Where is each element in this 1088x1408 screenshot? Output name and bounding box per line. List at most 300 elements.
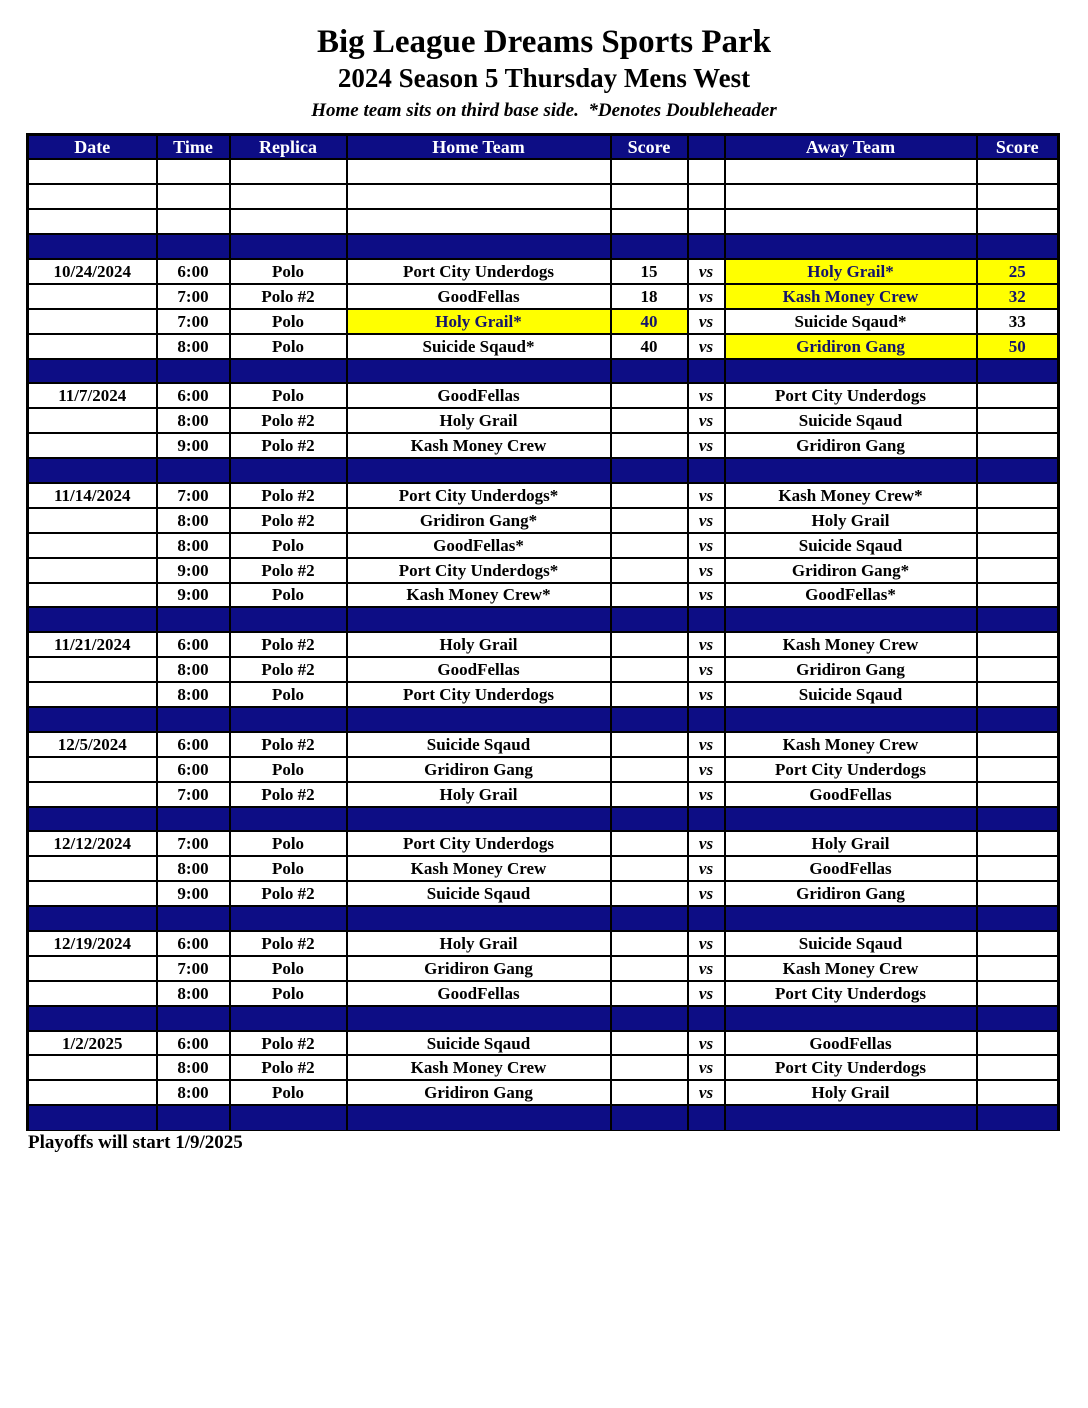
away-score-cell: 25 <box>977 259 1059 284</box>
home-team-cell <box>347 1105 611 1130</box>
date-cell <box>28 209 157 234</box>
replica-cell: Polo <box>230 533 347 558</box>
away-team-cell <box>725 707 977 732</box>
vs-cell: vs <box>688 931 725 956</box>
away-team-cell: Gridiron Gang <box>725 334 977 359</box>
date-cell: 11/14/2024 <box>28 483 157 508</box>
game-row <box>28 732 1059 757</box>
home-team-cell: Kash Money Crew* <box>347 583 611 608</box>
vs-cell: vs <box>688 831 725 856</box>
home-score-cell <box>611 657 688 682</box>
home-team-cell <box>347 359 611 384</box>
game-row <box>28 1055 1059 1080</box>
home-score-cell <box>611 981 688 1006</box>
separator-row <box>28 1006 1059 1031</box>
vs-cell: vs <box>688 334 725 359</box>
time-cell: 8:00 <box>157 856 230 881</box>
game-row <box>28 508 1059 533</box>
time-cell: 6:00 <box>157 1031 230 1056</box>
time-cell <box>157 359 230 384</box>
away-score-cell <box>977 881 1059 906</box>
away-score-cell <box>977 159 1059 184</box>
time-cell: 8:00 <box>157 408 230 433</box>
home-team-cell: Port City Underdogs* <box>347 558 611 583</box>
home-team-cell: Holy Grail <box>347 408 611 433</box>
home-team-cell: GoodFellas <box>347 383 611 408</box>
vs-cell <box>688 807 725 832</box>
vs-cell: vs <box>688 757 725 782</box>
time-cell: 6:00 <box>157 632 230 657</box>
vs-cell: vs <box>688 782 725 807</box>
date-cell <box>28 856 157 881</box>
home-team-cell: Gridiron Gang <box>347 757 611 782</box>
date-cell <box>28 359 157 384</box>
away-score-cell <box>977 1105 1059 1130</box>
time-cell: 9:00 <box>157 881 230 906</box>
date-cell <box>28 234 157 259</box>
replica-cell: Polo #2 <box>230 632 347 657</box>
time-cell: 8:00 <box>157 1080 230 1105</box>
vs-cell: vs <box>688 383 725 408</box>
col-header-home-team: Home Team <box>347 135 611 160</box>
game-row <box>28 657 1059 682</box>
home-score-cell <box>611 159 688 184</box>
vs-cell <box>688 184 725 209</box>
vs-cell: vs <box>688 483 725 508</box>
replica-cell: Polo <box>230 856 347 881</box>
time-cell: 8:00 <box>157 533 230 558</box>
replica-cell <box>230 1105 347 1130</box>
date-cell <box>28 1055 157 1080</box>
time-cell: 7:00 <box>157 309 230 334</box>
time-cell <box>157 159 230 184</box>
date-cell <box>28 881 157 906</box>
away-score-cell <box>977 209 1059 234</box>
home-team-cell: Kash Money Crew <box>347 1055 611 1080</box>
replica-cell <box>230 359 347 384</box>
home-team-cell: Suicide Sqaud <box>347 881 611 906</box>
home-team-cell: Suicide Sqaud <box>347 732 611 757</box>
date-cell <box>28 607 157 632</box>
away-score-cell <box>977 1031 1059 1056</box>
home-team-cell: Holy Grail* <box>347 309 611 334</box>
time-cell: 6:00 <box>157 757 230 782</box>
replica-cell: Polo <box>230 259 347 284</box>
away-score-cell <box>977 359 1059 384</box>
away-team-cell: Kash Money Crew* <box>725 483 977 508</box>
vs-cell <box>688 707 725 732</box>
vs-cell <box>688 1006 725 1031</box>
date-cell <box>28 757 157 782</box>
away-score-cell <box>977 707 1059 732</box>
replica-cell <box>230 184 347 209</box>
replica-cell: Polo #2 <box>230 931 347 956</box>
replica-cell <box>230 209 347 234</box>
date-cell <box>28 981 157 1006</box>
vs-cell: vs <box>688 533 725 558</box>
home-score-cell <box>611 583 688 608</box>
away-score-cell <box>977 632 1059 657</box>
home-team-cell <box>347 707 611 732</box>
vs-cell: vs <box>688 682 725 707</box>
home-team-cell <box>347 159 611 184</box>
replica-cell: Polo #2 <box>230 508 347 533</box>
home-score-cell <box>611 383 688 408</box>
separator-row <box>28 1105 1059 1130</box>
home-score-cell <box>611 607 688 632</box>
home-score-cell <box>611 782 688 807</box>
home-score-cell <box>611 1031 688 1056</box>
away-team-cell: Port City Underdogs <box>725 757 977 782</box>
vs-cell <box>688 209 725 234</box>
home-score-cell <box>611 483 688 508</box>
vs-cell <box>688 359 725 384</box>
date-cell: 11/7/2024 <box>28 383 157 408</box>
home-score-cell <box>611 732 688 757</box>
replica-cell <box>230 234 347 259</box>
home-score-cell <box>611 906 688 931</box>
home-team-cell <box>347 234 611 259</box>
away-score-cell <box>977 782 1059 807</box>
time-cell <box>157 209 230 234</box>
time-cell <box>157 607 230 632</box>
away-score-cell <box>977 906 1059 931</box>
replica-cell: Polo <box>230 383 347 408</box>
schedule-table <box>26 133 1060 1131</box>
home-team-cell <box>347 607 611 632</box>
game-row <box>28 831 1059 856</box>
away-team-cell <box>725 607 977 632</box>
home-team-cell: GoodFellas <box>347 657 611 682</box>
date-cell <box>28 284 157 309</box>
away-score-cell <box>977 583 1059 608</box>
time-cell <box>157 707 230 732</box>
page-subtitle: 2024 Season 5 Thursday Mens West <box>337 63 751 93</box>
away-score-cell <box>977 234 1059 259</box>
away-team-cell: GoodFellas* <box>725 583 977 608</box>
away-team-cell: Kash Money Crew <box>725 632 977 657</box>
home-team-cell: Suicide Sqaud* <box>347 334 611 359</box>
game-row <box>28 383 1059 408</box>
date-cell: 12/12/2024 <box>28 831 157 856</box>
home-team-cell: Gridiron Gang <box>347 956 611 981</box>
vs-cell <box>688 906 725 931</box>
game-row <box>28 408 1059 433</box>
away-team-cell: Gridiron Gang <box>725 881 977 906</box>
vs-cell: vs <box>688 508 725 533</box>
replica-cell <box>230 807 347 832</box>
home-score-cell <box>611 856 688 881</box>
col-header-date: Date <box>28 135 157 160</box>
game-row <box>28 284 1059 309</box>
home-score-cell <box>611 1006 688 1031</box>
replica-cell: Polo #2 <box>230 657 347 682</box>
replica-cell <box>230 159 347 184</box>
home-score-cell <box>611 707 688 732</box>
vs-cell: vs <box>688 856 725 881</box>
away-team-cell <box>725 1105 977 1130</box>
vs-cell <box>688 458 725 483</box>
replica-cell <box>230 707 347 732</box>
home-team-cell: Holy Grail <box>347 931 611 956</box>
away-score-cell <box>977 483 1059 508</box>
replica-cell <box>230 458 347 483</box>
replica-cell: Polo <box>230 583 347 608</box>
separator-row <box>28 807 1059 832</box>
replica-cell: Polo #2 <box>230 732 347 757</box>
col-header-away-score: Score <box>977 135 1059 160</box>
home-score-cell <box>611 757 688 782</box>
time-cell: 8:00 <box>157 1055 230 1080</box>
vs-cell <box>688 1105 725 1130</box>
away-team-cell: Kash Money Crew <box>725 732 977 757</box>
separator-row <box>28 707 1059 732</box>
replica-cell: Polo #2 <box>230 433 347 458</box>
away-team-cell: Port City Underdogs <box>725 1055 977 1080</box>
home-score-cell <box>611 931 688 956</box>
away-team-cell: Gridiron Gang <box>725 433 977 458</box>
away-score-cell <box>977 558 1059 583</box>
time-cell: 8:00 <box>157 334 230 359</box>
separator-row <box>28 607 1059 632</box>
home-score-cell <box>611 209 688 234</box>
home-team-cell: Gridiron Gang* <box>347 508 611 533</box>
away-team-cell <box>725 184 977 209</box>
game-row <box>28 309 1059 334</box>
away-score-cell: 33 <box>977 309 1059 334</box>
time-cell: 7:00 <box>157 284 230 309</box>
game-row <box>28 334 1059 359</box>
date-cell: 1/2/2025 <box>28 1031 157 1056</box>
home-score-cell <box>611 632 688 657</box>
date-cell: 12/19/2024 <box>28 931 157 956</box>
away-score-cell <box>977 1055 1059 1080</box>
vs-cell: vs <box>688 1031 725 1056</box>
date-cell <box>28 334 157 359</box>
date-cell <box>28 184 157 209</box>
replica-cell <box>230 1006 347 1031</box>
away-score-cell <box>977 956 1059 981</box>
date-cell <box>28 433 157 458</box>
replica-cell: Polo #2 <box>230 558 347 583</box>
date-cell <box>28 309 157 334</box>
game-row <box>28 558 1059 583</box>
home-score-cell <box>611 1055 688 1080</box>
game-row <box>28 259 1059 284</box>
date-cell <box>28 408 157 433</box>
playoffs-note: Playoffs will start 1/9/2025 <box>28 1132 243 1153</box>
away-team-cell: Suicide Sqaud <box>725 931 977 956</box>
time-cell: 6:00 <box>157 931 230 956</box>
time-cell <box>157 234 230 259</box>
game-row <box>28 881 1059 906</box>
replica-cell: Polo #2 <box>230 1055 347 1080</box>
replica-cell: Polo <box>230 757 347 782</box>
col-header-time: Time <box>157 135 230 160</box>
home-team-cell: GoodFellas* <box>347 533 611 558</box>
vs-cell: vs <box>688 981 725 1006</box>
vs-cell: vs <box>688 583 725 608</box>
date-cell <box>28 458 157 483</box>
away-score-cell <box>977 856 1059 881</box>
home-team-cell: Suicide Sqaud <box>347 1031 611 1056</box>
home-team-note: Home team sits on third base side. *Denotes Doubleheader <box>311 100 777 121</box>
home-team-cell <box>347 458 611 483</box>
home-score-cell <box>611 1080 688 1105</box>
time-cell: 9:00 <box>157 558 230 583</box>
home-score-cell <box>611 682 688 707</box>
replica-cell: Polo <box>230 334 347 359</box>
home-score-cell <box>611 533 688 558</box>
home-score-cell: 40 <box>611 334 688 359</box>
game-row <box>28 1031 1059 1056</box>
game-row <box>28 433 1059 458</box>
away-score-cell <box>977 533 1059 558</box>
home-score-cell <box>611 359 688 384</box>
date-cell <box>28 1080 157 1105</box>
separator-row <box>28 458 1059 483</box>
home-score-cell <box>611 408 688 433</box>
home-score-cell: 15 <box>611 259 688 284</box>
vs-cell: vs <box>688 433 725 458</box>
time-cell <box>157 807 230 832</box>
empty-row <box>28 184 1059 209</box>
time-cell: 6:00 <box>157 732 230 757</box>
away-team-cell: Holy Grail <box>725 831 977 856</box>
away-team-cell: GoodFellas <box>725 782 977 807</box>
home-score-cell <box>611 458 688 483</box>
replica-cell: Polo #2 <box>230 782 347 807</box>
home-team-cell: Port City Underdogs <box>347 831 611 856</box>
home-team-cell: Port City Underdogs <box>347 682 611 707</box>
home-score-cell: 18 <box>611 284 688 309</box>
col-header-replica: Replica <box>230 135 347 160</box>
away-score-cell <box>977 657 1059 682</box>
col-header-home-score: Score <box>611 135 688 160</box>
game-row <box>28 956 1059 981</box>
away-team-cell: Kash Money Crew <box>725 284 977 309</box>
replica-cell: Polo #2 <box>230 483 347 508</box>
game-row <box>28 583 1059 608</box>
away-score-cell <box>977 508 1059 533</box>
away-team-cell: GoodFellas <box>725 856 977 881</box>
separator-row <box>28 359 1059 384</box>
vs-cell: vs <box>688 632 725 657</box>
time-cell: 8:00 <box>157 508 230 533</box>
vs-cell: vs <box>688 284 725 309</box>
empty-row <box>28 159 1059 184</box>
away-score-cell <box>977 757 1059 782</box>
away-score-cell <box>977 831 1059 856</box>
home-team-cell <box>347 807 611 832</box>
time-cell <box>157 184 230 209</box>
date-cell: 10/24/2024 <box>28 259 157 284</box>
away-score-cell <box>977 1080 1059 1105</box>
time-cell: 9:00 <box>157 583 230 608</box>
replica-cell: Polo <box>230 831 347 856</box>
game-row <box>28 782 1059 807</box>
time-cell: 7:00 <box>157 483 230 508</box>
away-score-cell <box>977 931 1059 956</box>
vs-cell <box>688 607 725 632</box>
game-row <box>28 931 1059 956</box>
away-team-cell: Port City Underdogs <box>725 383 977 408</box>
time-cell <box>157 1006 230 1031</box>
replica-cell: Polo <box>230 682 347 707</box>
away-team-cell: Gridiron Gang <box>725 657 977 682</box>
away-team-cell: Kash Money Crew <box>725 956 977 981</box>
time-cell: 7:00 <box>157 956 230 981</box>
date-cell <box>28 956 157 981</box>
empty-row <box>28 209 1059 234</box>
away-score-cell: 32 <box>977 284 1059 309</box>
away-team-cell <box>725 359 977 384</box>
vs-cell <box>688 159 725 184</box>
away-team-cell <box>725 209 977 234</box>
away-team-cell <box>725 458 977 483</box>
home-score-cell <box>611 184 688 209</box>
away-score-cell <box>977 383 1059 408</box>
header-row <box>28 135 1059 160</box>
game-row <box>28 981 1059 1006</box>
game-row <box>28 483 1059 508</box>
separator-row <box>28 234 1059 259</box>
home-team-cell <box>347 1006 611 1031</box>
vs-cell <box>688 234 725 259</box>
time-cell: 7:00 <box>157 782 230 807</box>
date-cell <box>28 657 157 682</box>
time-cell: 6:00 <box>157 383 230 408</box>
away-team-cell: Gridiron Gang* <box>725 558 977 583</box>
separator-row <box>28 906 1059 931</box>
home-team-cell: GoodFellas <box>347 284 611 309</box>
date-cell <box>28 682 157 707</box>
home-team-cell: Holy Grail <box>347 782 611 807</box>
time-cell <box>157 906 230 931</box>
home-team-cell: Gridiron Gang <box>347 1080 611 1105</box>
date-cell <box>28 807 157 832</box>
away-team-cell: Holy Grail* <box>725 259 977 284</box>
page-title: Big League Dreams Sports Park <box>316 24 772 60</box>
away-team-cell <box>725 234 977 259</box>
away-score-cell <box>977 807 1059 832</box>
away-team-cell <box>725 906 977 931</box>
away-score-cell <box>977 458 1059 483</box>
time-cell <box>157 1105 230 1130</box>
home-team-cell: Holy Grail <box>347 632 611 657</box>
home-score-cell <box>611 508 688 533</box>
date-cell <box>28 583 157 608</box>
date-cell <box>28 1105 157 1130</box>
vs-cell: vs <box>688 259 725 284</box>
away-team-cell: Port City Underdogs <box>725 981 977 1006</box>
time-cell: 7:00 <box>157 831 230 856</box>
replica-cell: Polo <box>230 1080 347 1105</box>
vs-cell: vs <box>688 732 725 757</box>
replica-cell: Polo #2 <box>230 284 347 309</box>
home-score-cell <box>611 956 688 981</box>
vs-cell: vs <box>688 657 725 682</box>
home-team-cell: Kash Money Crew <box>347 433 611 458</box>
time-cell <box>157 458 230 483</box>
home-team-cell <box>347 209 611 234</box>
game-row <box>28 632 1059 657</box>
replica-cell: Polo #2 <box>230 1031 347 1056</box>
time-cell: 8:00 <box>157 981 230 1006</box>
away-score-cell <box>977 732 1059 757</box>
away-team-cell: Holy Grail <box>725 508 977 533</box>
schedule-table-body <box>28 159 1059 1130</box>
